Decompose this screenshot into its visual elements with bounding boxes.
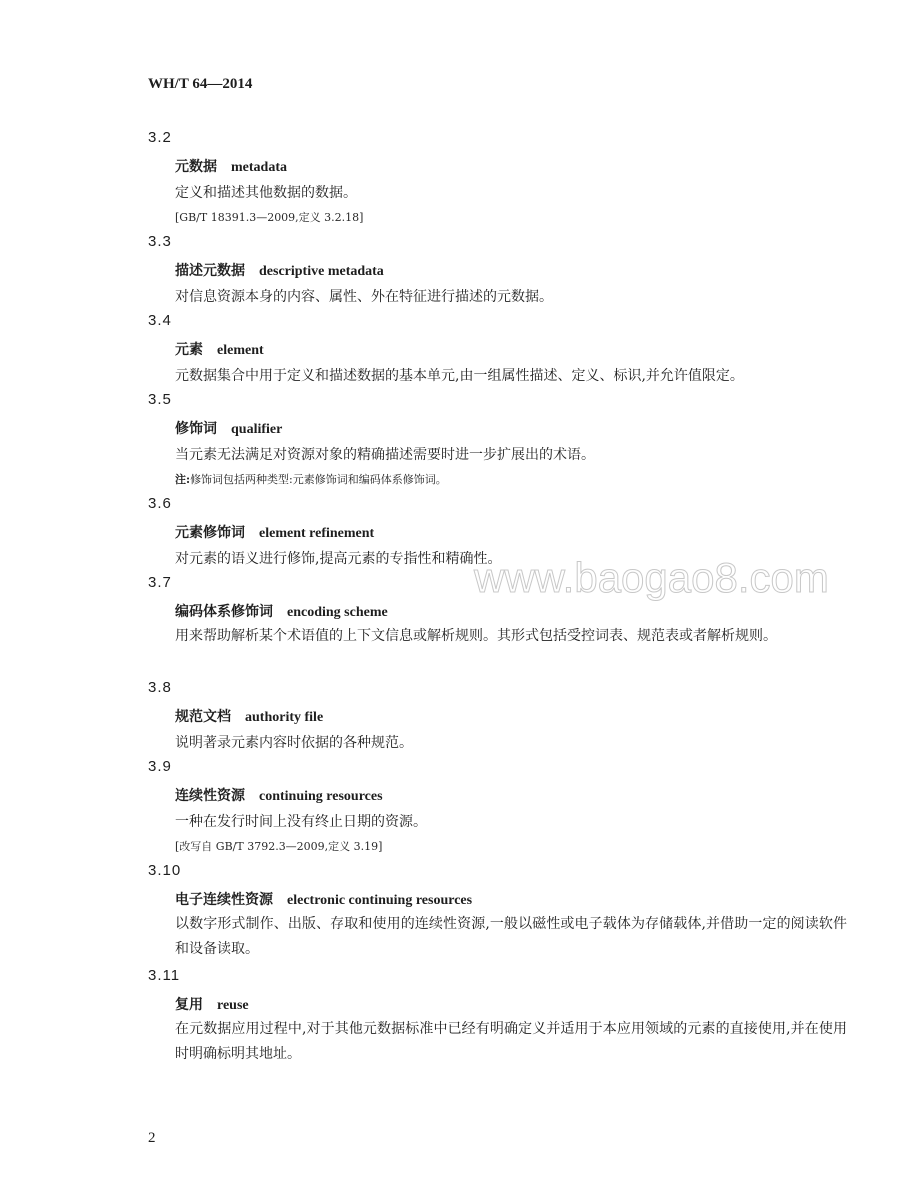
term-zh: 元素修饰词 xyxy=(175,525,245,541)
term-heading xyxy=(175,601,388,621)
term-en: metadata xyxy=(231,160,287,175)
clause-number: 3.3 xyxy=(148,233,172,250)
term-heading xyxy=(175,706,323,726)
definition: 说明著录元素内容时依据的各种规范。 xyxy=(175,735,413,751)
term-zh: 编码体系修饰词 xyxy=(175,604,273,620)
clause-number: 3.10 xyxy=(148,862,182,879)
clause-number: 3.5 xyxy=(148,391,172,408)
definition: 对信息资源本身的内容、属性、外在特征进行描述的元数据。 xyxy=(175,289,553,305)
definition: 在元数据应用过程中,对于其他元数据标准中已经有明确定义并适用于本应用领域的元素的直接使用,并在使用时明确标明其地址。 xyxy=(175,1021,847,1062)
term-en: electronic continuing resources xyxy=(287,893,473,908)
clause-number: 3.6 xyxy=(148,495,172,512)
clause-number: 3.7 xyxy=(148,574,172,591)
term-en: descriptive metadata xyxy=(259,264,384,279)
page-number: 2 xyxy=(148,1130,156,1146)
definition: 用来帮助解析某个术语值的上下文信息或解析规则。其形式包括受控词表、规范表或者解析规则。 xyxy=(175,628,777,644)
clause-number: 3.8 xyxy=(148,679,172,696)
term-heading xyxy=(175,785,383,805)
term-zh: 连续性资源 xyxy=(175,788,245,804)
reference: [GB/T 18391.3—2009,定义 3.2.18] xyxy=(175,211,364,224)
term-heading xyxy=(175,522,374,542)
clause-number: 3.9 xyxy=(148,758,172,775)
term-en: encoding scheme xyxy=(287,605,388,620)
term-zh: 描述元数据 xyxy=(175,263,245,279)
term-heading xyxy=(175,889,472,909)
term-en: reuse xyxy=(217,998,249,1013)
clause-number: 3.4 xyxy=(148,312,172,329)
note-label: 注: xyxy=(175,473,191,486)
definition: 定义和描述其他数据的数据。 xyxy=(175,185,357,201)
term-heading xyxy=(175,418,282,438)
note xyxy=(175,471,447,487)
term-zh: 复用 xyxy=(175,997,203,1013)
definition: 以数字形式制作、出版、存取和使用的连续性资源,一般以磁性或电子载体为存储载体,并借助一定的阅读软件和设备读取。 xyxy=(175,916,847,957)
term-en: element refinement xyxy=(259,526,375,541)
watermark-text: www.baogao8.com xyxy=(474,554,829,601)
definition: 当元素无法满足对资源对象的精确描述需要时进一步扩展出的术语。 xyxy=(175,447,595,463)
term-en: qualifier xyxy=(231,422,283,437)
reference: [改写自 GB/T 3792.3—2009,定义 3.19] xyxy=(175,840,383,853)
term-en: authority file xyxy=(245,710,324,725)
term-zh: 修饰词 xyxy=(175,421,217,437)
definition: 一种在发行时间上没有终止日期的资源。 xyxy=(175,814,427,830)
term-heading xyxy=(175,994,249,1014)
clause-number: 3.2 xyxy=(148,129,172,146)
term-zh: 元素 xyxy=(175,342,203,358)
clause-number: 3.11 xyxy=(148,967,181,984)
definition: 元数据集合中用于定义和描述数据的基本单元,由一组属性描述、定义、标识,并允许值限定。 xyxy=(175,368,744,384)
term-zh: 电子连续性资源 xyxy=(175,892,273,908)
definition: 对元素的语义进行修饰,提高元素的专指性和精确性。 xyxy=(175,551,502,567)
term-zh: 元数据 xyxy=(175,159,217,175)
term-heading xyxy=(175,260,384,280)
term-heading xyxy=(175,156,287,176)
term-en: element xyxy=(217,343,264,358)
term-heading xyxy=(175,339,264,359)
term-en: continuing resources xyxy=(259,789,383,804)
term-zh: 规范文档 xyxy=(175,709,231,725)
standard-number: WH/T 64—2014 xyxy=(148,76,253,92)
note-text: 修饰词包括两种类型:元素修饰词和编码体系修饰词。 xyxy=(190,473,447,486)
